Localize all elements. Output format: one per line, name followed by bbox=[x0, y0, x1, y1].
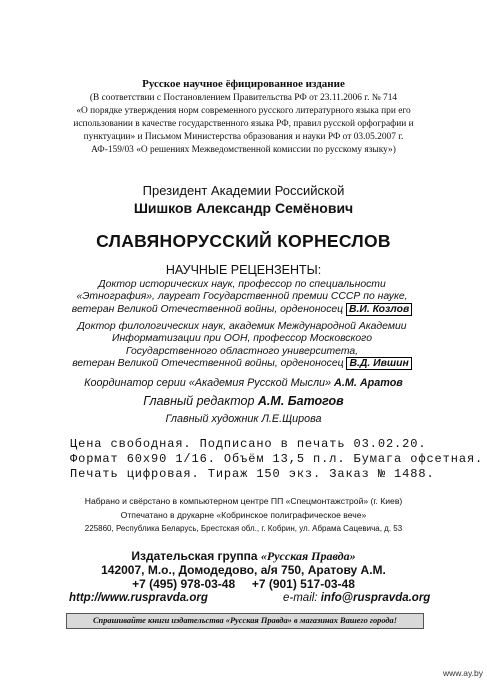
publisher-email[interactable] bbox=[283, 592, 430, 604]
chief-editor bbox=[0, 394, 487, 408]
reviewer-1-line-3 bbox=[56, 304, 428, 316]
edition-note-line-3: использовании в качестве государственного языка РФ, правил русской орфографии и bbox=[73, 119, 414, 129]
series-coordinator bbox=[0, 377, 487, 389]
reviewer-2-line-3: Государственного областного университета, bbox=[125, 345, 359, 357]
edition-note-line-5: АФ-159/03 «О решениях Межведомственной комиссии по русскому языку») bbox=[91, 145, 396, 155]
printer-address: 225860, Республика Беларусь, Брестская обл., г. Кобрин, ул. Абрама Сацевича, д. 53 bbox=[84, 524, 403, 533]
publisher-label: Издательская группа bbox=[131, 549, 258, 563]
tech-line-2: Формат 60х90 1/16. Объём 13,5 п.л. Бумага офсетная. bbox=[70, 452, 484, 466]
editor-name: А.М. Батогов bbox=[257, 394, 344, 408]
watermark: www.ay.by bbox=[443, 668, 483, 678]
reviewer-2-status: ветеран Великой Отечественной войны, орденоносец bbox=[72, 357, 344, 369]
reviewer-2-line-1: Доктор филологических наук, академик Международной Академии bbox=[77, 321, 407, 332]
reviewer-2 bbox=[56, 321, 428, 370]
email-label: e-mail: bbox=[283, 592, 318, 604]
reviewer-1-name: В.И. Козлов bbox=[346, 303, 412, 316]
coordinator-name: А.М. Аратов bbox=[334, 377, 403, 389]
printed-info: Отпечатано в друкарне «Кобринское полиграфическое вече» bbox=[120, 510, 367, 520]
reviewer-2-line-2: Информатизации при ООН, профессор Московского bbox=[112, 333, 372, 345]
author-name: Шишков Александр Семёнович bbox=[133, 200, 354, 216]
publisher-name bbox=[0, 549, 487, 564]
coordinator-label: Координатор серии «Академия Русской Мысли» bbox=[84, 377, 332, 389]
book-title: СЛАВЯНОРУССКИЙ КОРНЕСЛОВ bbox=[96, 231, 391, 251]
edition-note-line-2: «О порядке утверждения норм современного русского литературного языка при его bbox=[76, 106, 411, 116]
reviewer-2-name: В.Д. Ившин bbox=[346, 357, 411, 370]
promo-banner: Спрашивайте книги издательства «Русская Правда» в магазинах Вашего города! bbox=[66, 613, 424, 629]
email-address[interactable]: info@ruspravda.org bbox=[320, 592, 431, 604]
tech-line-3: Печать цифровая. Тираж 150 экз. Заказ № 1488. bbox=[70, 467, 435, 481]
publisher-phones: +7 (495) 978-03-48 +7 (901) 517-03-48 bbox=[132, 577, 355, 591]
edition-note-line-4: пунктуации» и Письмом Министерства образования и науки РФ от 03.05.2007 г. bbox=[83, 132, 404, 142]
edition-title: Русское научное ёфицированное издание bbox=[142, 78, 345, 90]
author-role: Президент Академии Российской bbox=[142, 183, 345, 198]
reviewers-heading: НАУЧНЫЕ РЕЦЕНЗЕНТЫ: bbox=[165, 263, 322, 277]
reviewer-1-status: ветеран Великой Отечественной войны, орденоносец bbox=[71, 303, 344, 315]
reviewer-2-line-4 bbox=[56, 358, 428, 370]
publisher-address: 142007, М.о., Домодедово, а/я 750, Аратову А.М. bbox=[101, 563, 386, 577]
reviewer-1-line-2: «Этнография», лауреат Государственной премии СССР по науке, bbox=[76, 291, 408, 303]
tech-line-1: Цена свободная. Подписано в печать 03.02.20. bbox=[70, 437, 427, 451]
reviewer-1 bbox=[56, 279, 428, 316]
editor-label: Главный редактор bbox=[143, 394, 255, 408]
chief-artist: Главный художник Л.Е.Щирова bbox=[165, 413, 322, 425]
publisher-website[interactable]: http://www.ruspravda.org bbox=[69, 592, 208, 604]
reviewer-1-line-1: Доктор исторических наук, профессор по специальности bbox=[98, 279, 386, 290]
edition-note-line-1: (В соответствии с Постановлением Правительства РФ от 23.11.2006 г. № 714 bbox=[89, 93, 398, 103]
publisher-brand: «Русская Правда» bbox=[260, 549, 356, 563]
typeset-info: Набрано и свёрстано в компьютерном центре ПП «Спецмонтажстрой» (г. Киев) bbox=[84, 496, 403, 506]
